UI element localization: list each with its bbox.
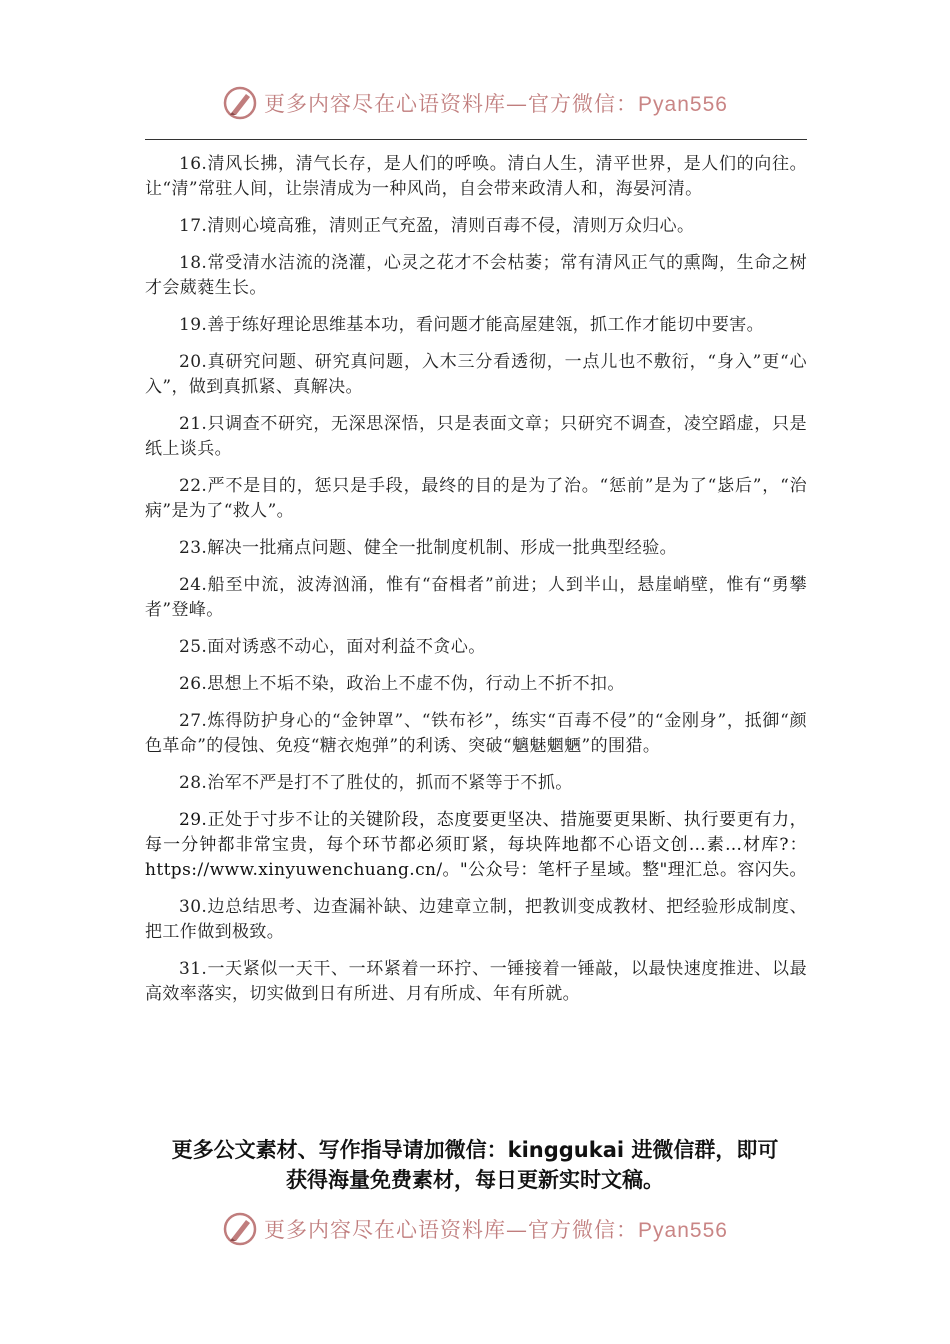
promo-line-1: 更多公文素材、写作指导请加微信：kinggukai 进微信群，即可 — [171, 1138, 779, 1162]
document-body — [145, 152, 807, 1019]
header-banner-text: 更多内容尽在心语资料库—官方微信：Pyan556 — [264, 92, 728, 116]
header-divider — [145, 139, 807, 140]
paragraph-30: 30.边总结思考、边查漏补缺、边建章立制，把教训变成教材、把经验形成制度、把工作做到极致。 — [145, 897, 807, 942]
paragraph-29: 29.正处于寸步不让的关键阶段，态度要更坚决、措施要更果断、执行要更有力，每一分钟都非常宝贵，每个环节都必须盯紧，每块阵地都不心语文创…素…材库?：https://www.xinyuwenchuang.cn/。"公众号：笔杆子星域。整"理汇总。容闪失。 — [145, 810, 807, 880]
promo-line-2: 获得海量免费素材，每日更新实时文稿。 — [286, 1168, 664, 1192]
pen-logo-icon — [222, 85, 258, 121]
paragraph-16: 16.清风长拂，清气长存，是人们的呼唤。清白人生，清平世界，是人们的向往。让“清”常驻人间，让崇清成为一种风尚，自会带来政清人和，海晏河清。 — [145, 154, 807, 199]
paragraph-25: 25.面对诱惑不动心，面对利益不贪心。 — [179, 637, 486, 657]
paragraph-19: 19.善于练好理论思维基本功，看问题才能高屋建瓴，抓工作才能切中要害。 — [179, 315, 765, 335]
paragraph-18: 18.常受清水洁流的浇灌，心灵之花才不会枯萎；常有清风正气的熏陶，生命之树才会葳蕤生长。 — [145, 253, 807, 298]
paragraph-31: 31.一天紧似一天干、一环紧着一环拧、一锤接着一锤敲，以最快速度推进、以最高效率落实，切实做到日有所进、月有所成、年有所就。 — [145, 959, 807, 1004]
footer-wechat-handle: Pyan556 — [638, 1219, 728, 1242]
paragraph-22: 22.严不是目的，惩只是手段，最终的目的是为了治。“惩前”是为了“毖后”，“治病”是为了“救人”。 — [145, 476, 807, 521]
paragraph-24: 24.船至中流，波涛汹涌，惟有“奋楫者”前进；人到半山，悬崖峭壁，惟有“勇攀者”登峰。 — [145, 575, 807, 620]
pen-logo-icon — [222, 1211, 258, 1247]
header-wechat-handle: Pyan556 — [638, 93, 728, 116]
paragraph-17: 17.清则心境高雅，清则正气充盈，清则百毒不侵，清则万众归心。 — [179, 216, 695, 236]
paragraph-21: 21.只调查不研究，无深思深悟，只是表面文章；只研究不调查，凌空蹈虚，只是纸上谈兵。 — [145, 414, 807, 459]
footer-banner-text: 更多内容尽在心语资料库—官方微信：Pyan556 — [264, 1218, 728, 1242]
header-banner — [0, 80, 950, 126]
paragraph-20: 20.真研究问题、研究真问题，入木三分看透彻，一点儿也不敷衍，“身入”更“心入”，做到真抓紧、真解决。 — [145, 352, 807, 397]
promo-notice — [120, 1135, 830, 1195]
paragraph-27: 27.炼得防护身心的“金钟罩”、“铁布衫”，练实“百毒不侵”的“金刚身”，抵御“颜色革命”的侵蚀、免疫“糖衣炮弹”的利诱、突破“魑魅魍魉”的围猎。 — [145, 711, 807, 756]
paragraph-28: 28.治军不严是打不了胜仗的，抓而不紧等于不抓。 — [179, 773, 573, 793]
footer-banner — [0, 1206, 950, 1252]
paragraph-23: 23.解决一批痛点问题、健全一批制度机制、形成一批典型经验。 — [179, 538, 678, 558]
paragraph-26: 26.思想上不垢不染，政治上不虚不伪，行动上不折不扣。 — [179, 674, 625, 694]
